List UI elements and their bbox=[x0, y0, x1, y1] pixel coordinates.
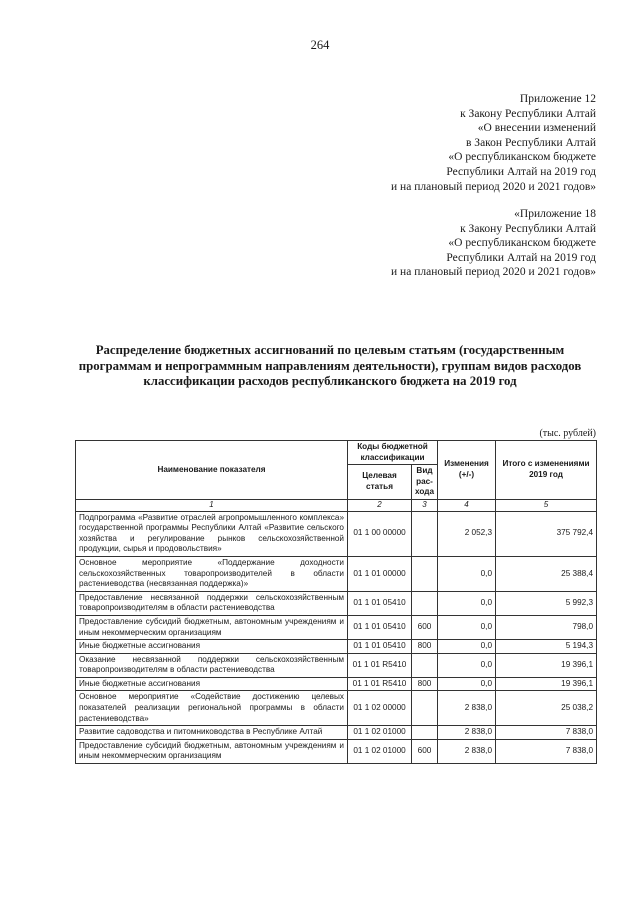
row-target-code: 01 1 01 05410 bbox=[348, 640, 412, 654]
row-kind-code bbox=[412, 556, 438, 591]
row-target-code: 01 1 02 00000 bbox=[348, 691, 412, 726]
row-kind-code: 600 bbox=[412, 739, 438, 763]
row-target-code: 01 1 01 05410 bbox=[348, 591, 412, 615]
row-total: 5 194,3 bbox=[496, 640, 597, 654]
column-number: 4 bbox=[438, 499, 496, 511]
appendix-18-line: и на плановый период 2020 и 2021 годов» bbox=[391, 266, 596, 279]
appendix-18-block bbox=[391, 207, 596, 280]
table-row bbox=[76, 640, 597, 654]
row-kind-code: 800 bbox=[412, 640, 438, 654]
row-change: 0,0 bbox=[438, 591, 496, 615]
header-codes-group: Коды бюджетной классификации bbox=[348, 441, 438, 465]
row-total: 19 396,1 bbox=[496, 677, 597, 691]
row-name: Подпрограмма «Развитие отраслей агропромышленного комплекса» государственной программы Республики Алтай «Развитие сельского хозяйства и регулирование рынков сельскохозяйственной продукции, сырья и продовольствия» bbox=[76, 511, 348, 556]
row-change: 2 838,0 bbox=[438, 691, 496, 726]
row-kind-code bbox=[412, 511, 438, 556]
row-change: 0,0 bbox=[438, 615, 496, 639]
row-change: 0,0 bbox=[438, 640, 496, 654]
column-number: 1 bbox=[76, 499, 348, 511]
table-row bbox=[76, 653, 597, 677]
row-total: 375 792,4 bbox=[496, 511, 597, 556]
row-name: Оказание несвязанной поддержки сельскохозяйственным товаропроизводителям в области растениеводства bbox=[76, 653, 348, 677]
row-total: 7 838,0 bbox=[496, 726, 597, 740]
row-total: 19 396,1 bbox=[496, 653, 597, 677]
header-name: Наименование показателя bbox=[76, 441, 348, 500]
row-total: 25 388,4 bbox=[496, 556, 597, 591]
row-total: 25 038,2 bbox=[496, 691, 597, 726]
appendix-18-line: Республики Алтай на 2019 год bbox=[446, 251, 596, 264]
row-name: Предоставление субсидий бюджетным, автономным учреждениям и иным некоммерческим организациям bbox=[76, 615, 348, 639]
row-kind-code bbox=[412, 691, 438, 726]
appendix-12-line: в Закон Республики Алтай bbox=[466, 136, 596, 149]
row-total: 798,0 bbox=[496, 615, 597, 639]
row-name: Предоставление субсидий бюджетным, автономным учреждениям и иным некоммерческим организациям bbox=[76, 739, 348, 763]
row-target-code: 01 1 01 05410 bbox=[348, 615, 412, 639]
row-total: 7 838,0 bbox=[496, 739, 597, 763]
table-row bbox=[76, 677, 597, 691]
column-number: 2 bbox=[348, 499, 412, 511]
table-row bbox=[76, 615, 597, 639]
row-target-code: 01 1 02 01000 bbox=[348, 739, 412, 763]
units-label: (тыс. рублей) bbox=[539, 428, 596, 439]
appendix-18-line: «Приложение 18 bbox=[514, 208, 596, 220]
row-name: Основное мероприятие «Содействие достижению целевых показателей реализации региональной программы в области растениеводства» bbox=[76, 691, 348, 726]
table-row bbox=[76, 511, 597, 556]
header-change: Изменения (+/-) bbox=[438, 441, 496, 500]
appendix-12-line: «О внесении изменений bbox=[477, 122, 596, 135]
row-target-code: 01 1 01 R5410 bbox=[348, 653, 412, 677]
row-target-code: 01 1 00 00000 bbox=[348, 511, 412, 556]
row-change: 0,0 bbox=[438, 653, 496, 677]
row-kind-code bbox=[412, 653, 438, 677]
row-change: 2 838,0 bbox=[438, 726, 496, 740]
appendix-18-line: к Закону Республики Алтай bbox=[460, 222, 596, 235]
document-title: Распределение бюджетных ассигнований по целевым статьям (государственным программам и непрограммным направлениям деятельности), группам видов расходов классификации расходов республиканского бюджета на 2019 год bbox=[78, 343, 582, 388]
row-change: 0,0 bbox=[438, 677, 496, 691]
row-name: Иные бюджетные ассигнования bbox=[76, 640, 348, 654]
row-kind-code: 800 bbox=[412, 677, 438, 691]
row-target-code: 01 1 01 00000 bbox=[348, 556, 412, 591]
table-row bbox=[76, 591, 597, 615]
row-change: 2 838,0 bbox=[438, 739, 496, 763]
column-number: 3 bbox=[412, 499, 438, 511]
appendix-12-line: и на плановый период 2020 и 2021 годов» bbox=[391, 180, 596, 193]
row-kind-code bbox=[412, 726, 438, 740]
column-number: 5 bbox=[496, 499, 597, 511]
row-kind-code bbox=[412, 591, 438, 615]
header-target: Целевая статья bbox=[348, 465, 412, 500]
row-name: Иные бюджетные ассигнования bbox=[76, 677, 348, 691]
row-kind-code: 600 bbox=[412, 615, 438, 639]
row-name: Предоставление несвязанной поддержки сельскохозяйственным товаропроизводителям в области растениеводства bbox=[76, 591, 348, 615]
table-row bbox=[76, 726, 597, 740]
row-change: 0,0 bbox=[438, 556, 496, 591]
row-change: 2 052,3 bbox=[438, 511, 496, 556]
row-target-code: 01 1 01 R5410 bbox=[348, 677, 412, 691]
page-number: 264 bbox=[310, 38, 330, 52]
row-target-code: 01 1 02 01000 bbox=[348, 726, 412, 740]
appendix-12-line: к Закону Республики Алтай bbox=[460, 107, 596, 120]
table-row bbox=[76, 556, 597, 591]
header-total: Итого с изменениями 2019 год bbox=[496, 441, 597, 500]
appendix-12-line: Приложение 12 bbox=[519, 93, 596, 105]
table-row bbox=[76, 739, 597, 763]
appendix-18-line: «О республиканском бюджете bbox=[448, 237, 596, 250]
budget-table bbox=[75, 440, 597, 764]
table-row bbox=[76, 691, 597, 726]
row-total: 5 992,3 bbox=[496, 591, 597, 615]
header-kind: Вид рас-хода bbox=[412, 465, 438, 500]
row-name: Развитие садоводства и питомниководства в Республике Алтай bbox=[76, 726, 348, 740]
appendix-12-line: Республики Алтай на 2019 год bbox=[446, 165, 596, 178]
appendix-12-block bbox=[391, 92, 596, 194]
row-name: Основное мероприятие «Поддержание доходности сельскохозяйственных товаропроизводителей в области растениеводства (несвязанная поддержка)» bbox=[76, 556, 348, 591]
appendix-12-line: «О республиканском бюджете bbox=[448, 151, 596, 164]
